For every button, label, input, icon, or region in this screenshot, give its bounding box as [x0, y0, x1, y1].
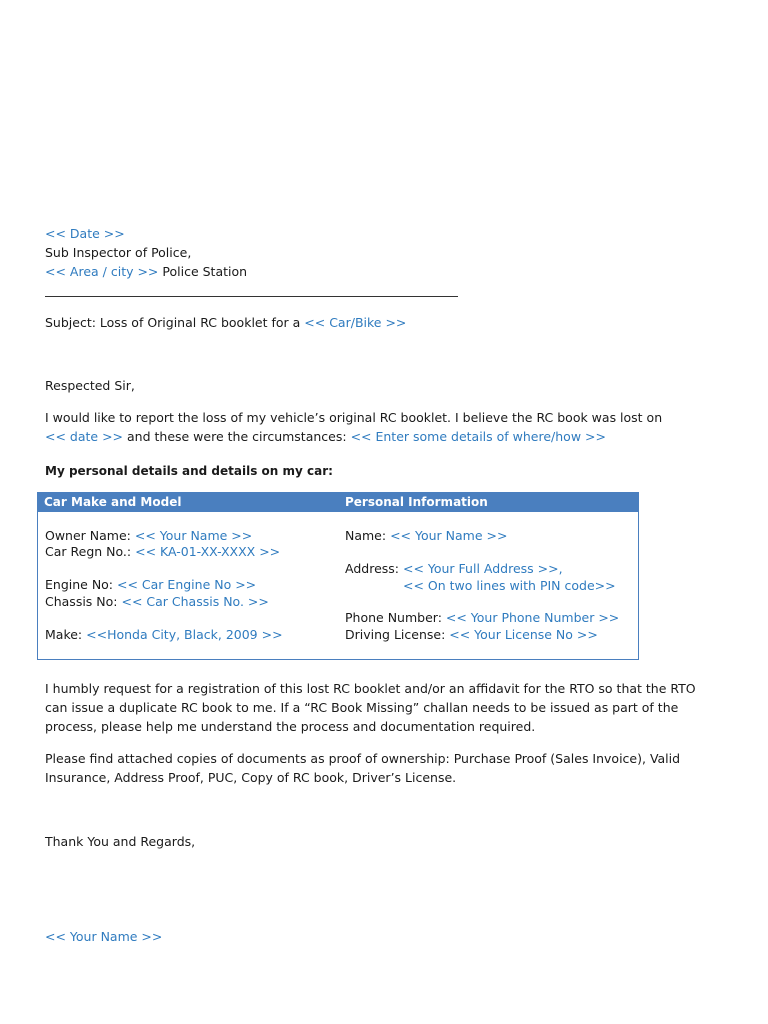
details-heading: My personal details and details on my car:	[45, 464, 333, 478]
engine-no-value: << Car Engine No >>	[117, 577, 257, 592]
paragraph-1-line-2	[45, 428, 606, 445]
subject-line	[45, 314, 406, 331]
paragraph-2-line-1: I humbly request for a registration of this lost RC booklet and/or an affidavit for the RTO so that the RTO	[45, 681, 696, 696]
car-regn-label: Car Regn No.:	[45, 544, 136, 559]
phone-label: Phone Number:	[345, 610, 446, 625]
police-station-text: Police Station	[158, 264, 248, 279]
license-row	[345, 627, 598, 643]
owner-name-value: << Your Name >>	[134, 528, 253, 543]
vehicle-type-placeholder: << Car/Bike >>	[304, 315, 407, 330]
paragraph-2-line-2: can issue a duplicate RC book to me. If a “RC Book Missing” challan needs to be issued as part of the	[45, 700, 679, 715]
license-value: << Your License No >>	[449, 627, 598, 642]
address-row	[345, 561, 563, 577]
name-value: << Your Name >>	[390, 528, 508, 543]
make-label: Make:	[45, 627, 87, 642]
chassis-no-label: Chassis No:	[45, 594, 122, 609]
paragraph-3-line-1: Please find attached copies of documents as proof of ownership: Purchase Proof (Sales Invoice), Valid	[45, 751, 681, 766]
date-placeholder: << Date >>	[45, 226, 125, 241]
car-regn-row	[45, 544, 280, 560]
owner-name-label: Owner Name:	[45, 528, 135, 543]
make-value: <<Honda City, Black, 2009 >>	[86, 627, 283, 642]
signature-placeholder: << Your Name >>	[45, 929, 163, 944]
subject-text: Subject: Loss of Original RC booklet for a	[45, 315, 305, 330]
engine-no-row	[45, 577, 256, 593]
address-label: Address:	[345, 561, 403, 576]
circumstances-placeholder: << Enter some details of where/how >>	[350, 429, 606, 444]
name-label: Name:	[345, 528, 391, 543]
make-row	[45, 627, 283, 643]
phone-row	[345, 610, 619, 626]
phone-value: << Your Phone Number >>	[445, 610, 620, 625]
details-table	[37, 492, 639, 660]
address-value-line-2: << On two lines with PIN code>>	[403, 578, 616, 593]
lost-date-placeholder: << date >>	[45, 429, 124, 444]
car-regn-value: << KA-01-XX-XXXX >>	[135, 544, 281, 559]
car-make-header: Car Make and Model	[44, 495, 182, 509]
personal-info-header: Personal Information	[345, 495, 488, 509]
license-label: Driving License:	[345, 627, 450, 642]
owner-name-row	[45, 528, 252, 544]
paragraph-2-line-3: process, please help me understand the process and documentation required.	[45, 719, 536, 734]
recipient-location	[45, 263, 247, 280]
separator-line	[45, 296, 458, 297]
circumstances-text: and these were the circumstances:	[123, 429, 351, 444]
chassis-no-row	[45, 594, 269, 610]
recipient-title: Sub Inspector of Police,	[45, 245, 192, 260]
chassis-no-value: << Car Chassis No. >>	[121, 594, 269, 609]
closing: Thank You and Regards,	[45, 834, 196, 849]
paragraph-3-line-2: Insurance, Address Proof, PUC, Copy of RC book, Driver’s License.	[45, 770, 457, 785]
paragraph-1-line-1: I would like to report the loss of my vehicle’s original RC booklet. I believe the RC book was lost on	[45, 410, 663, 425]
area-city-placeholder: << Area / city >>	[45, 264, 159, 279]
salutation: Respected Sir,	[45, 378, 135, 393]
address-value-line-1: << Your Full Address >>,	[402, 561, 563, 576]
name-row	[345, 528, 507, 544]
engine-no-label: Engine No:	[45, 577, 117, 592]
details-table-header	[38, 493, 638, 512]
